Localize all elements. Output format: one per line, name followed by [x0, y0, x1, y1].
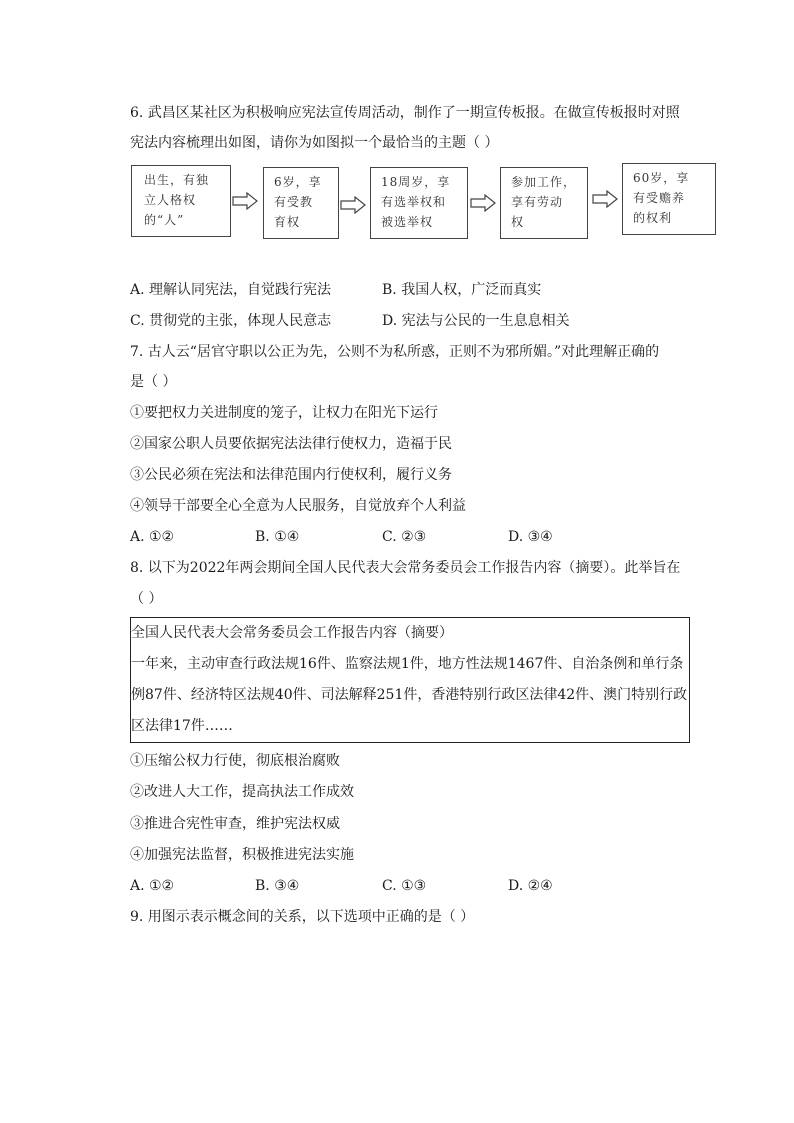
q8-item-2: ②改进人大工作，提高执法工作成效 [130, 784, 354, 800]
q8-item-3: ③推进合宪性审查，维护宪法权威 [130, 816, 340, 832]
q8-report-summary-box [130, 617, 690, 743]
flow-box-line: 6岁，享 [274, 175, 322, 189]
report-summary-line: 一年来，主动审查行政法规16件、监察法规1件，地方性法规1467件、自治条例和单行条 [131, 656, 684, 672]
flow-arrow-icon [470, 194, 496, 212]
flow-box-work [500, 167, 588, 239]
q6-option-b: B. 我国人权，广泛而真实 [382, 282, 542, 298]
flow-box-line: 有选举权和 [381, 195, 447, 209]
q7-stem-line2: 是（ ） [130, 374, 177, 390]
q8-option-b: B. ③④ [255, 878, 300, 894]
q6-stem-line1: 6. 武昌区某社区为积极响应宪法宣传周活动，制作了一期宣传板报。在做宣传板报时对照 [130, 105, 680, 121]
flow-box-line: 的“人” [144, 213, 185, 227]
flow-box-line: 育权 [274, 215, 301, 229]
q7-option-a: A. ①② [130, 529, 175, 545]
flow-box-birth [131, 165, 231, 237]
flow-box-line: 享有劳动 [511, 195, 564, 209]
q7-option-b: B. ①④ [255, 529, 300, 545]
q8-item-4: ④加强宪法监督，积极推进宪法实施 [130, 847, 354, 863]
q7-item-2: ②国家公职人员要依据宪法法律行使权力，造福于民 [130, 436, 452, 452]
report-summary-line: 区法律17件…… [131, 718, 233, 734]
q7-item-1: ①要把权力关进制度的笼子，让权力在阳光下运行 [130, 405, 438, 421]
report-summary-line: 例87件、经济特区法规40件、司法解释251件，香港特别行政区法律42件、澳门特别行政 [131, 687, 688, 703]
q6-option-a: A. 理解认同宪法，自觉践行宪法 [130, 282, 332, 298]
flow-box-line: 60岁，享 [633, 171, 690, 185]
q8-stem-line1: 8. 以下为2022年两会期间全国人民代表大会常务委员会工作报告内容（摘要）。此举旨在 [130, 560, 681, 576]
q8-item-1: ①压缩公权力行使，彻底根治腐败 [130, 753, 340, 769]
q6-option-d: D. 宪法与公民的一生息息相关 [382, 313, 570, 329]
flow-box-age6 [263, 167, 339, 239]
flow-arrow-icon [340, 196, 366, 214]
flow-box-line: 有受教 [274, 195, 314, 209]
flow-box-line: 被选举权 [381, 215, 434, 229]
flow-arrow-icon [232, 192, 258, 210]
q6-stem-line2: 宪法内容梳理出如图，请你为如图拟一个最恰当的主题（ ） [130, 135, 499, 151]
flow-box-line: 出生，有独 [144, 173, 210, 187]
q8-stem-line2: （ ） [130, 591, 163, 607]
q8-option-a: A. ①② [130, 878, 175, 894]
flow-box-line: 参加工作， [511, 175, 577, 189]
q7-option-d: D. ③④ [508, 529, 553, 545]
flow-box-line: 权 [511, 215, 525, 229]
flow-box-line: 立人格权 [144, 193, 197, 207]
q7-item-4: ④领导干部要全心全意为人民服务，自觉放弃个人利益 [130, 498, 466, 514]
flow-box-age60 [622, 163, 716, 235]
q8-option-d: D. ②④ [508, 878, 553, 894]
q7-option-c: C. ②③ [382, 529, 427, 545]
q7-stem-line1: 7. 古人云“居官守职以公正为先，公则不为私所惑，正则不为邪所媚。”对此理解正确的 [130, 344, 660, 360]
q6-option-c: C. 贯彻党的主张，体现人民意志 [130, 313, 332, 329]
flow-box-line: 18周岁，享 [381, 175, 451, 189]
report-summary-title: 全国人民代表大会常务委员会工作报告内容（摘要） [131, 625, 453, 641]
q8-option-c: C. ①③ [382, 878, 427, 894]
q9-stem-line1: 9. 用图示表示概念间的关系，以下选项中正确的是（ ） [130, 909, 475, 925]
flow-arrow-icon [592, 190, 618, 208]
flow-box-line: 的权利 [633, 211, 673, 225]
q7-item-3: ③公民必须在宪法和法律范围内行使权利，履行义务 [130, 467, 452, 483]
flow-box-line: 有受赡养 [633, 191, 686, 205]
flow-box-age18 [370, 167, 468, 239]
